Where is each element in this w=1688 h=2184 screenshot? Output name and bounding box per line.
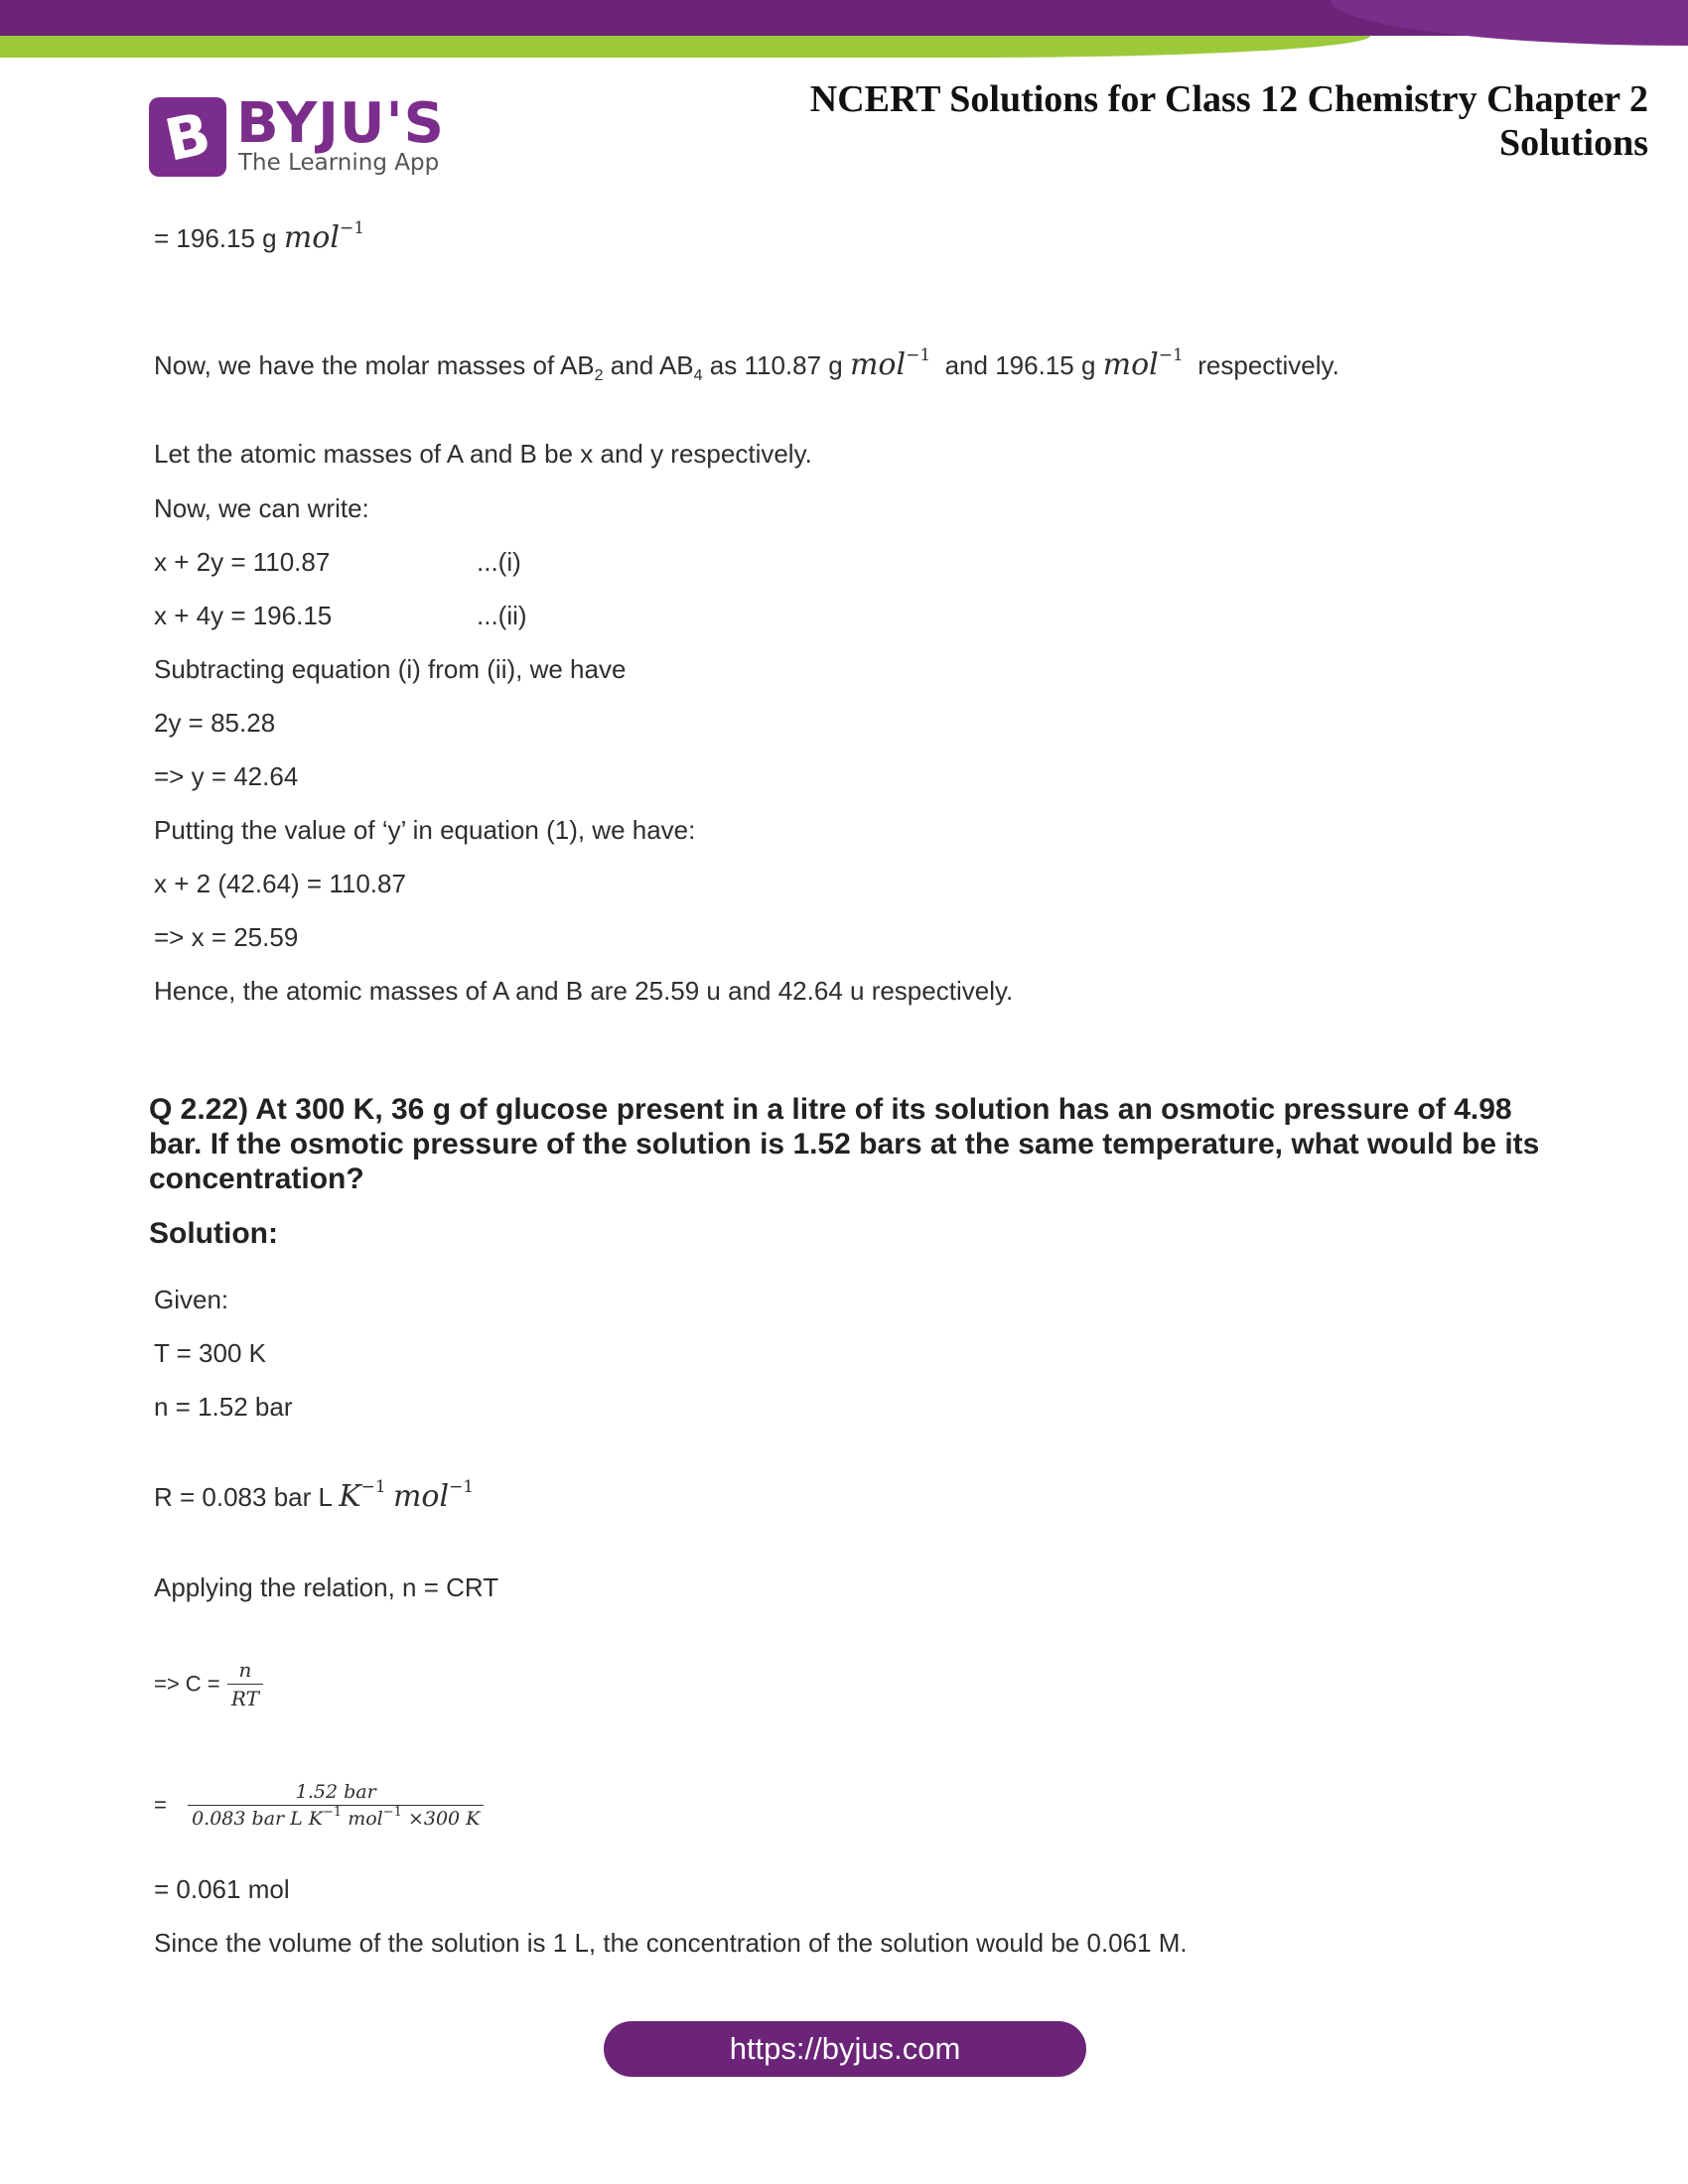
website-url[interactable]: https://byjus.com xyxy=(729,2031,961,2066)
solution-heading: Solution: xyxy=(149,1217,278,1250)
molar-mass-result: = 196.15 g mol$^{-1}$ xyxy=(154,218,365,255)
logo-wordmark xyxy=(236,91,445,176)
page-title xyxy=(810,77,1648,165)
page-title-line2: Solutions xyxy=(1499,122,1648,164)
text-line: x + 2 (42.64) = 110.87 xyxy=(154,869,406,898)
text-line: Hence, the atomic masses of A and B are 25.59 u and 42.64 u respectively. xyxy=(154,976,1014,1006)
text-line: => y = 42.64 xyxy=(154,761,299,791)
text-line: Given: xyxy=(154,1285,229,1314)
website-link[interactable] xyxy=(604,2021,1086,2077)
text-line: Applying the relation, n = CRT xyxy=(154,1572,499,1602)
equation-2: x + 4y = 196.15 ...(ii) xyxy=(154,601,527,630)
byjus-logo-icon: B xyxy=(149,97,226,177)
text-line: Putting the value of ‘y’ in equation (1), we have: xyxy=(154,815,696,845)
question-text: Q 2.22) At 300 K, 36 g of glucose present in a litre of its solution has an osmotic pressure of 4.98 bar. If the osmotic pressure of the solution is 1.52 bars at the same temperature, what would be its concentration? xyxy=(149,1093,1540,1195)
concentration-formula: => C = $\frac{n}{RT}$ xyxy=(154,1658,263,1710)
concentration-substitution: = $\frac{\text{1.52 bar}}{0.083 bar L K^{-1} mol^{-1} \times 300 K}$ xyxy=(154,1781,484,1830)
logo-tagline: The Learning App xyxy=(238,150,440,176)
byjus-logo xyxy=(149,91,445,177)
gas-constant-line: R = 0.083 bar L $K^{-1}$ mol$^{-1}$ xyxy=(154,1477,475,1514)
top-banner-swoosh xyxy=(1331,0,1688,46)
text-line: 2y = 85.28 xyxy=(154,708,276,738)
text-line: Let the atomic masses of A and B be x and y respectively. xyxy=(154,439,812,469)
text-line: Since the volume of the solution is 1 L, the concentration of the solution would be 0.061 M. xyxy=(154,1928,1188,1958)
page-title-line1: NCERT Solutions for Class 12 Chemistry Chapter 2 xyxy=(809,78,1648,120)
top-banner-green xyxy=(0,36,1370,58)
logo-name: BYJU'S xyxy=(236,91,445,156)
text-line: n = 1.52 bar xyxy=(154,1392,293,1422)
molar-masses-statement: Now, we have the molar masses of $AB_2$ and $AB_4$ as 110.87 g mol$^{-1}$ and 196.15 g mol$^{-1}$ respectively. xyxy=(154,345,1339,384)
text-line: Now, we can write: xyxy=(154,493,369,523)
text-line: Subtracting equation (i) from (ii), we have xyxy=(154,654,627,684)
text-line: T = 300 K xyxy=(154,1338,266,1368)
text-line: => x = 25.59 xyxy=(154,922,299,952)
text-line: = 0.061 mol xyxy=(154,1874,290,1904)
equation-1: x + 2y = 110.87 ...(i) xyxy=(154,547,521,577)
